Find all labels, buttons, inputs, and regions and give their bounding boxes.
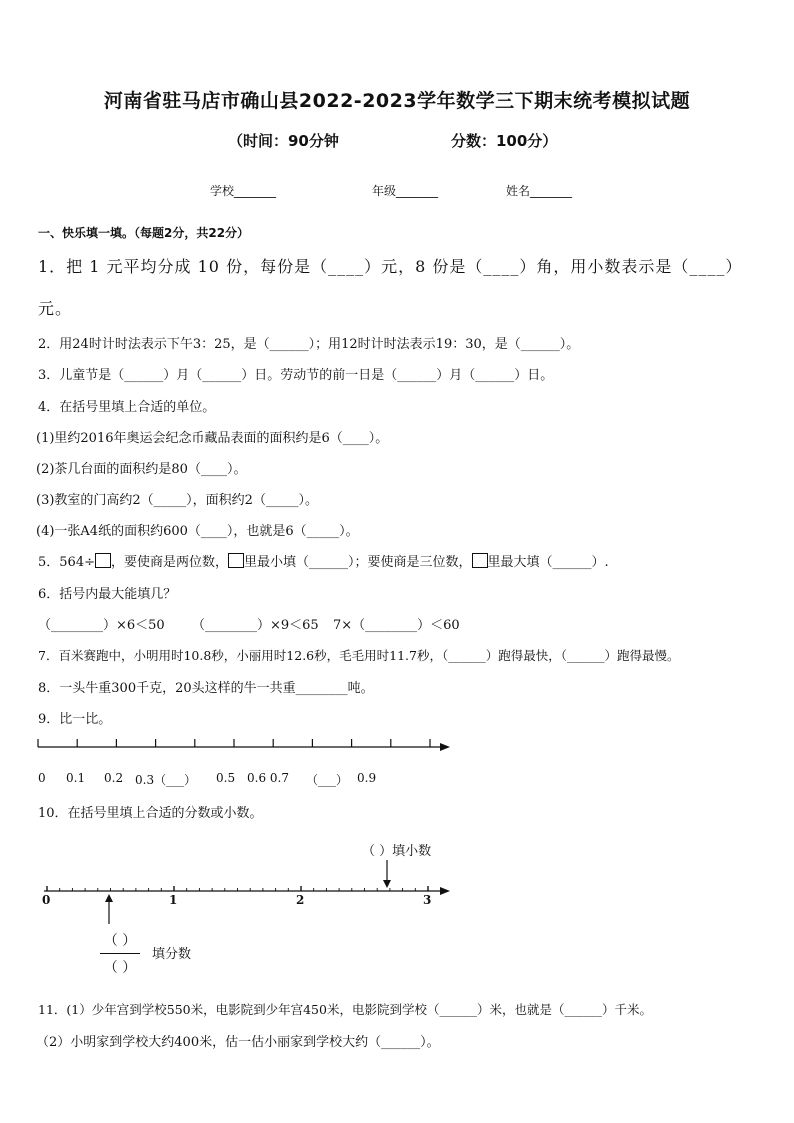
question-5-b: ，要使商是两位数，: [110, 555, 228, 570]
q9-label: 0.2: [104, 771, 124, 785]
page-title: 河南省驻马店市确山县2022-2023学年数学三下期末统考模拟试题: [103, 90, 691, 112]
fraction-numerator: （ ）: [103, 933, 137, 949]
fraction-bar: [100, 953, 140, 954]
decimal-label: （ ）填小数: [362, 844, 432, 859]
question-2: 2．用24时计时法表示下午3：25，是（______）；用12时计时法表示19：30，是（______）。: [38, 337, 580, 352]
blank-box-icon: [472, 553, 488, 568]
tick-label-2: 2: [296, 893, 305, 907]
tick-label-3: 3: [423, 893, 432, 907]
name-field[interactable]: 姓名_______: [506, 184, 573, 198]
question-4-part4: (4)一张A4纸的面积约600（____），也就是6（_____）。: [36, 524, 359, 539]
question-9-stem: 9．比一比。: [38, 712, 112, 727]
question-4-part1: (1)里约2016年奥运会纪念币藏品表面的面积约是6（____）。: [36, 431, 389, 446]
section-heading: 一、快乐填一填。（每题2分，共22分）: [38, 226, 250, 240]
question-4-part2: (2)茶几台面的面积约是80（____）。: [36, 462, 247, 477]
q9-label: 0.9: [357, 771, 377, 785]
fraction-denominator: （ ）: [103, 960, 137, 976]
question-4-stem: 4．在括号里填上合适的单位。: [38, 400, 216, 415]
blank-box-icon: [228, 553, 244, 568]
exam-score: 分数：100分）: [451, 132, 558, 150]
tick-label-1: 1: [169, 893, 178, 907]
question-3: 3．儿童节是（______）月（______）日。劳动节的前一日是（______）月（______）日。: [38, 368, 554, 383]
question-6-item2: （________）×9＜65: [192, 618, 319, 633]
question-10-stem: 10．在括号里填上合适的分数或小数。: [38, 806, 263, 821]
q9-label: 0.1: [66, 771, 86, 785]
grade-field[interactable]: 年级_______: [372, 184, 439, 198]
q9-label: （___）: [306, 773, 349, 787]
up-arrow-head-icon: [105, 894, 113, 902]
fraction-label: 填分数: [152, 947, 192, 962]
question-1-line1: 1．把 1 元平均分成 10 份，每份是（____）元，8 份是（____）角，用小数表示是（____）: [38, 257, 743, 276]
q9-label: 0.5: [216, 771, 236, 785]
question-11-part2: （2）小明家到学校大约400米，估一估小丽家到学校大约（______）。: [36, 1035, 440, 1050]
arrow-right-icon: [440, 887, 450, 895]
question-6-stem: 6．括号内最大能填几？: [38, 587, 177, 602]
number-line-fractions: [40, 860, 460, 930]
blank-box-icon: [95, 553, 111, 568]
question-4-part3: (3)教室的门高约2（_____），面积约2（_____）。: [36, 493, 318, 508]
exam-time: （时间：90分钟: [228, 132, 339, 150]
question-6-item3: 7×（________）＜60: [333, 618, 460, 633]
number-line-decimals: [34, 734, 454, 758]
tick-label-0: 0: [42, 893, 51, 907]
question-5-c: 里最小填（______）；要使商是三位数，: [244, 555, 472, 570]
q9-label: 0: [38, 771, 46, 785]
question-7: 7．百米赛跑中，小明用时10.8秒，小丽用时12.6秒，毛毛用时11.7秒，（______）跑得最快，（______）跑得最慢。: [38, 648, 680, 663]
question-5: [38, 551, 609, 570]
question-11-part1: 11．(1）少年宫到学校550米，电影院到少年宫450米，电影院到学校（______）米，也就是（______）千米。: [38, 1002, 652, 1017]
fraction-blank: [100, 930, 140, 977]
question-8: 8．一头牛重300千克，20头这样的牛一共重________吨。: [38, 681, 374, 696]
q9-label: 0.3（___）: [135, 773, 197, 787]
arrow-right-icon: [440, 743, 450, 751]
question-5-d: 里最大填（______）.: [487, 555, 609, 570]
question-1-line2: 元。: [38, 299, 73, 318]
q9-label: 0.6 0.7: [247, 771, 289, 785]
down-arrow-head-icon: [383, 880, 391, 888]
question-6-item1: （________）×6＜50: [38, 618, 165, 633]
question-5-a: 5．564÷: [38, 555, 95, 570]
school-field[interactable]: 学校_______: [210, 184, 277, 198]
